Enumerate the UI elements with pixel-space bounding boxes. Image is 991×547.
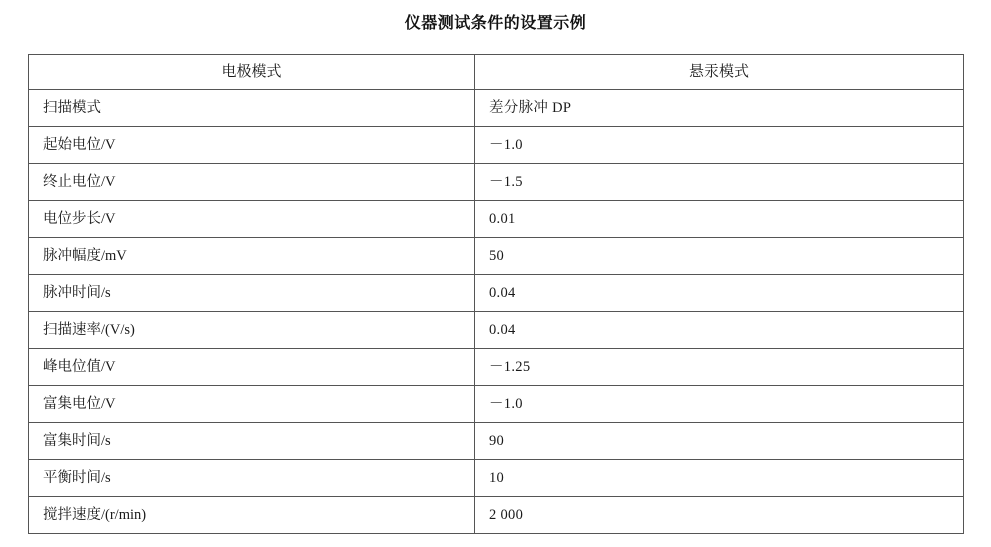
row-value: 0.04 [475, 275, 964, 312]
spec-table-container [28, 54, 963, 534]
table-row [29, 275, 964, 312]
row-label: 起始电位/V [29, 127, 475, 164]
row-value: 0.04 [475, 312, 964, 349]
table-header-row [29, 55, 964, 90]
row-label: 扫描模式 [29, 90, 475, 127]
row-label: 脉冲时间/s [29, 275, 475, 312]
row-value: 0.01 [475, 201, 964, 238]
table-row [29, 90, 964, 127]
page-title: 仪器测试条件的设置示例 [404, 15, 587, 32]
table-row [29, 386, 964, 423]
column-header-hanging-mercury-mode: 悬汞模式 [475, 55, 964, 90]
row-value: －1.0 [475, 386, 964, 423]
row-value: －1.0 [475, 127, 964, 164]
table-row [29, 460, 964, 497]
table-row [29, 312, 964, 349]
table-row [29, 201, 964, 238]
row-value: 90 [475, 423, 964, 460]
row-value: －1.25 [475, 349, 964, 386]
row-label: 电位步长/V [29, 201, 475, 238]
table-row [29, 497, 964, 534]
row-label: 峰电位值/V [29, 349, 475, 386]
row-label: 富集时间/s [29, 423, 475, 460]
table-row [29, 423, 964, 460]
row-value: 2 000 [475, 497, 964, 534]
table-row [29, 238, 964, 275]
table-header [29, 55, 964, 90]
row-label: 富集电位/V [29, 386, 475, 423]
table-row [29, 127, 964, 164]
table-row [29, 349, 964, 386]
row-value: 差分脉冲 DP [475, 90, 964, 127]
row-label: 扫描速率/(V/s) [29, 312, 475, 349]
row-label: 脉冲幅度/mV [29, 238, 475, 275]
row-value: －1.5 [475, 164, 964, 201]
table-body [29, 90, 964, 534]
row-value: 10 [475, 460, 964, 497]
instrument-settings-table [28, 54, 964, 534]
row-label: 终止电位/V [29, 164, 475, 201]
row-label: 平衡时间/s [29, 460, 475, 497]
row-value: 50 [475, 238, 964, 275]
row-label: 搅拌速度/(r/min) [29, 497, 475, 534]
table-row [29, 164, 964, 201]
column-header-electrode-mode: 电极模式 [29, 55, 475, 90]
